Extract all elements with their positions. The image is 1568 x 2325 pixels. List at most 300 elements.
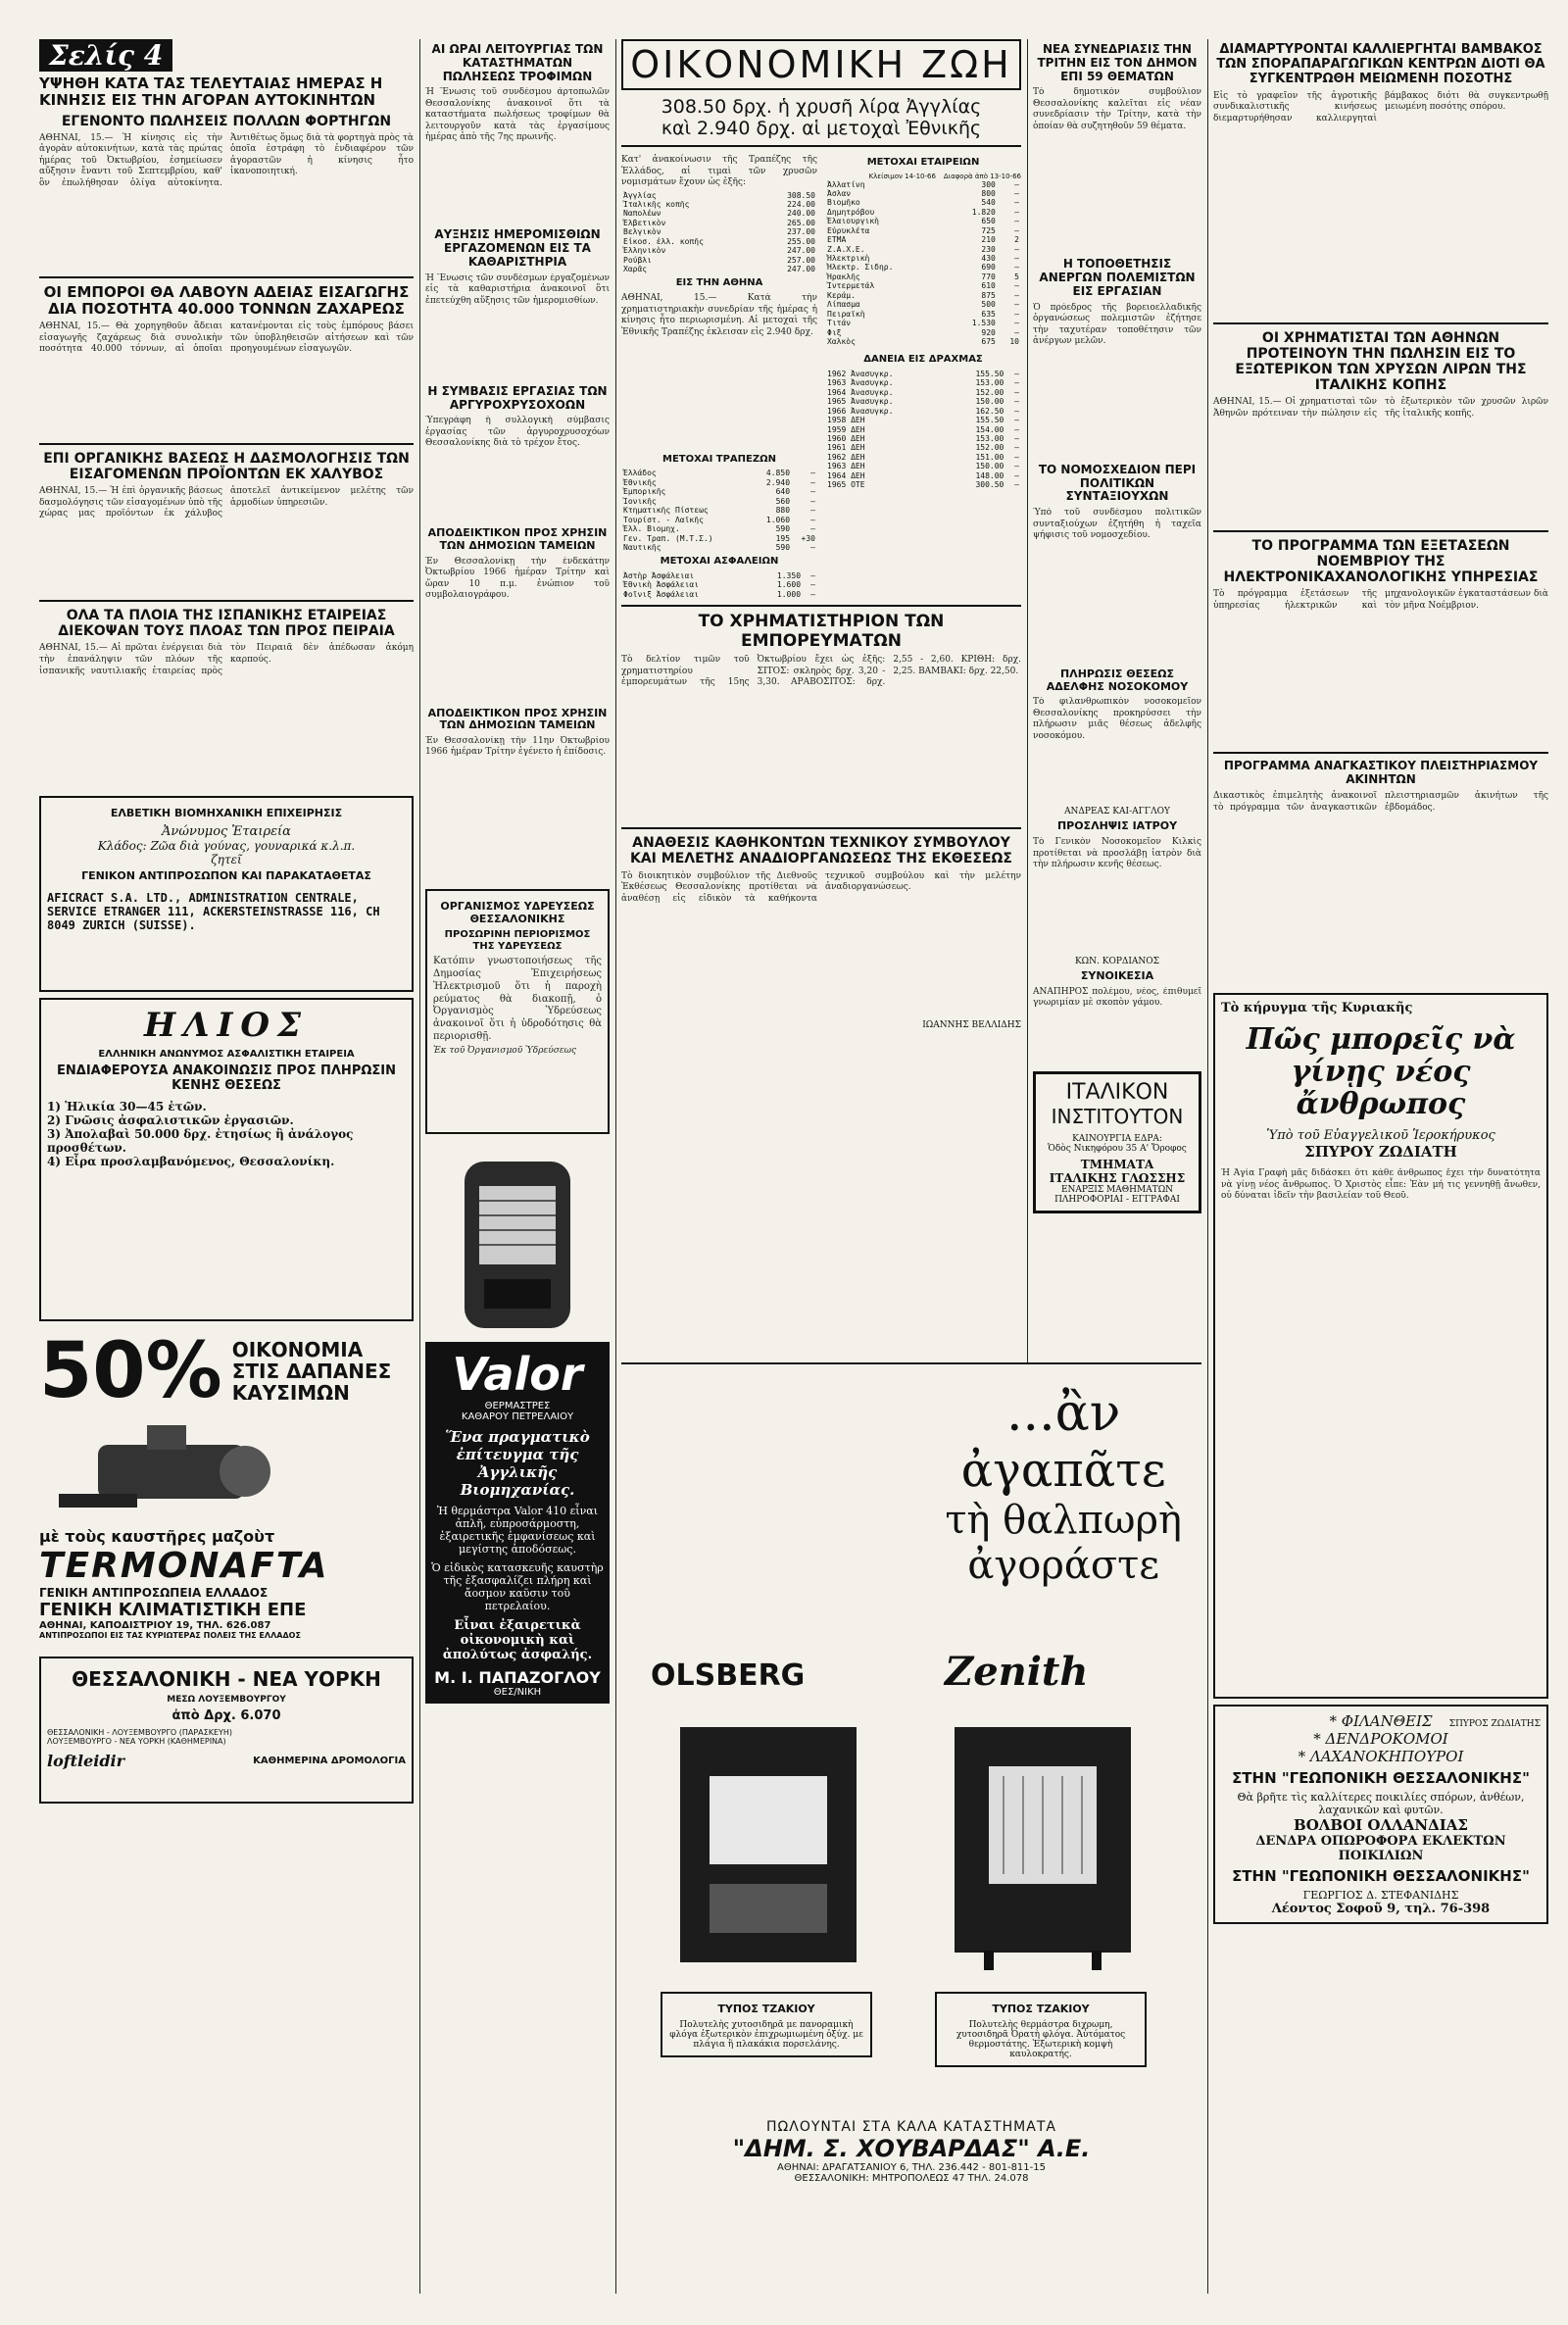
row-value: — xyxy=(810,524,815,534)
article-title: ΟΡΓΑΝΙΣΜΟΣ ΥΔΡΕΥΣΕΩΣ ΘΕΣΣΑΛΟΝΙΚΗΣ xyxy=(440,899,595,925)
row-value: 920 xyxy=(981,327,996,337)
table-row xyxy=(825,407,1021,416)
row-label: Κεράμ. xyxy=(827,290,856,300)
ad-dealer: "ΔΗΜ. Σ. ΧΟΥΒΑΡΔΑΣ" Α.Ε. xyxy=(732,2135,1091,2162)
article-title: ΠΡΟΓΡΑΜΜΑ ΑΝΑΓΚΑΣΤΙΚΟΥ ΠΛΕΙΣΤΗΡΙΑΣΜΟΥ ΑΚΙΝΗΤΩΝ xyxy=(1223,759,1539,787)
article-body: Κατόπιν γνωστοποιήσεως τῆς Δημοσίας Ἐπιχειρήσεως Ἠλεκτρισμοῦ ὅτι ἡ παροχὴ ρεύματος θὰ διακοπῇ, ὁ Ὀργανισμὸς Ὑδρεύσεως ἀνακοινοῖ ὅτι ἡ ὑδροδότησις θὰ περιορισθῇ. xyxy=(433,956,602,1042)
article-title: ΤΟ ΠΡΟΓΡΑΜΜΑ ΤΩΝ ΕΞΕΤΑΣΕΩΝ ΝΟΕΜΒΡΙΟΥ ΤΗΣ ΗΛΕΚΤΡΟΝΙΚΑΧΑΝΟΛΟΓΙΚΗΣ ΥΠΗΡΕΣΙΑΣ xyxy=(1223,538,1539,586)
insurance-stock-table xyxy=(621,571,817,599)
table-row xyxy=(825,310,1021,319)
ad-address: ΑΘΗΝΑΙ: ΔΡΑΓΑΤΣΑΝΙΟΥ 6, ΤΗΛ. 236.442 - 801-811-15 xyxy=(776,2162,1046,2173)
headline: 308.50 δρχ. ἡ χρυσῆ λίρα Ἀγγλίας xyxy=(661,96,982,118)
section-title: ΟΙΚΟΝΟΜΙΚΗ ΖΩΗ xyxy=(630,43,1012,86)
row-value: 635 xyxy=(981,309,996,319)
ad-address: AFICRACT S.A. LTD., ADMINISTRATION CENTRALE, SERVICE ETRANGER 111, ACKERSTEINSTRASSE 116, CH 8049 ZURICH (SUISSE). xyxy=(47,890,380,932)
row-value: 257.00 xyxy=(787,255,815,265)
water-notice xyxy=(425,889,610,1134)
row-label: Εἰκοσ. ἐλλ. κοπῆς xyxy=(623,236,704,246)
ad-claim: Ἕνα πραγματικὸ ἐπίτευγμα τῆς Ἀγγλικῆς Βιομηχανίας. xyxy=(445,1427,590,1499)
ad-valor-heater xyxy=(425,1142,610,1769)
row-value: 152.00 xyxy=(975,443,1004,453)
column-rule xyxy=(1207,39,1208,2294)
article-body: Δικαστικὸς ἐπιμελητὴς ἀνακοινοῖ τὸ πρόγραμμα τῶν ἀναγκαστικῶν πλειστηριασμῶν ἀκινήτων τῆς ἑβδομάδος. xyxy=(1213,791,1548,813)
table-row xyxy=(621,265,817,273)
article-body: Τὸ φιλανθρωπικὸν νοσοκομεῖον Θεσσαλονίκης προκηρύσσει τὴν πλήρωσιν μιᾶς θέσεως ἀδελφῆς νοσοκόμου. xyxy=(1033,697,1201,741)
row-value: 650 xyxy=(981,217,996,226)
article-body: Τὸ δελτίον τιμῶν τοῦ χρηματιστηρίου ἐμπορευμάτων τῆς 15ης Ὀκτωβρίου ἔχει ὡς ἑξῆς: ΣΙΤΟΣ: σκληρὸς δρχ. 3,20 - 3,30. ΑΡΑΒΟΣΙΤΟΣ: δρχ. 2,55 - 2,60. ΚΡΙΘΗ: δρχ. 2,25. ΒΑΜΒΑΚΙ: δρχ. 22,50. xyxy=(621,655,1021,688)
table-row xyxy=(825,378,1021,387)
table-row xyxy=(825,198,1021,207)
article-body: ΑΘΗΝΑΙ, 15.— Κατὰ τὴν χρηματιστηριακὴν συνεδρίαν τῆς ἡμέρας ἡ κίνησις ἦτο περιωρισμένη. Αἱ μετοχαὶ τῆς Ἐθνικῆς Τραπέζης ἐκλεισαν εἰς 2.940 δρχ. xyxy=(621,292,817,337)
row-label: Χαλκὸς xyxy=(827,336,856,346)
row-value: 150.00 xyxy=(975,397,1004,407)
row-value: — xyxy=(810,542,815,552)
ad-city: ΘΕΣ/ΝΙΚΗ xyxy=(493,1686,542,1698)
row-value: 2 xyxy=(1014,235,1019,245)
row-value: 148.00 xyxy=(975,470,1004,480)
ad-loftleidir xyxy=(39,1657,414,1804)
ad-address: ΑΘΗΝΑΙ, ΚΑΠΟΔΙΣΤΡΙΟΥ 19, ΤΗΛ. 626.087 xyxy=(39,1620,271,1632)
row-value: 1.530 xyxy=(971,319,996,328)
row-label: Εὐρυκλέτα xyxy=(827,225,870,235)
table-row xyxy=(825,443,1021,452)
row-value: 800 xyxy=(981,188,996,198)
article-title: Η ΣΥΜΒΑΣΙΣ ΕΡΓΑΣΙΑΣ ΤΩΝ ΑΡΓΥΡΟΧΡΥΣΟΧΟΩΝ xyxy=(427,383,608,412)
ad-line: Κλάδος: Ζῶα διὰ γούνας, γουναρικά κ.λ.π. xyxy=(97,839,356,854)
row-value: — xyxy=(1014,188,1019,198)
ad-line: ΠΛΗΡΟΦΟΡΙΑΙ - ΕΓΓΡΑΦΑΙ xyxy=(1054,1194,1180,1205)
ad-line: Εἶναι ἐξαιρετικὰ οἰκονομικὴ καὶ ἀπολύτως ἀσφαλής. xyxy=(442,1617,593,1662)
row-value: 1.820 xyxy=(971,207,996,217)
table-title: ΜΕΤΟΧΑΙ ΑΣΦΑΛΕΙΩΝ xyxy=(660,556,779,568)
ad-line: * ΔΕΝΔΡΟΚΟΜΟΙ xyxy=(1313,1730,1448,1749)
row-value: 195 xyxy=(775,533,791,543)
signature: ΚΩΝ. ΚΟΡΔΙΑΝΟΣ xyxy=(1074,957,1160,967)
requirement-item: 4) Εἶρα προσλαμβανόμενος, Θεσσαλονίκη. xyxy=(47,1154,335,1168)
row-label: 1960 ΔΕΗ xyxy=(827,433,865,443)
requirement-item: 1) Ἡλικία 30—45 ἐτῶν. xyxy=(47,1099,207,1113)
row-value: 151.00 xyxy=(975,452,1004,462)
article-body: Εἰς τὸ γραφεῖον τῆς ἀγροτικῆς συνδικαλιστικῆς κινήσεως διεμαρτυρήθησαν καλλιεργηταὶ βάμβακος διότι θὰ συγκεντρωθῇ μειωμένη ποσότης σπόρου. xyxy=(1213,90,1548,124)
article-title: ΟΙ ΧΡΗΜΑΤΙΣΤΑΙ ΤΩΝ ΑΘΗΝΩΝ ΠΡΟΤΕΙΝΟΥΝ ΤΗΝ ΠΩΛΗΣΙΝ ΕΙΣ ΤΟ ΕΞΩΤΕΡΙΚΟΝ ΤΩΝ ΧΡΥΣΩΝ ΛΙΡΩΝ ΤΗΣ ΙΤΑΛΙΚΗΣ ΚΟΠΗΣ xyxy=(1235,329,1527,394)
table-row xyxy=(825,226,1021,235)
row-label: Ναυτικῆς xyxy=(623,542,662,552)
table-row xyxy=(825,397,1021,406)
column-2 xyxy=(425,39,610,1769)
ad-line: * ΦΙΛΑΝΘΕΙΣ xyxy=(1329,1712,1433,1731)
row-value: 590 xyxy=(775,542,791,552)
divider xyxy=(1213,530,1548,532)
divider xyxy=(621,827,1021,829)
newspaper-page xyxy=(39,39,1548,2294)
column-header: Διαφορὰ ἀπὸ 13-10-66 xyxy=(943,172,1021,180)
table-row xyxy=(621,256,817,265)
article-title: ΤΟ ΝΟΜΟΣΧΕΔΙΟΝ ΠΕΡΙ ΠΟΛΙΤΙΚΩΝ ΣΥΝΤΑΞΙΟΥΧΩΝ xyxy=(1038,462,1197,504)
row-value: 247.00 xyxy=(787,246,815,256)
row-value: — xyxy=(1014,462,1019,471)
table-row xyxy=(621,497,817,506)
row-label: Φοῖνιξ Ἀσφάλειαι xyxy=(623,589,700,599)
row-value: 300 xyxy=(981,179,996,189)
sermon-body: Ἡ Ἁγία Γραφὴ μᾶς διδάσκει ὅτι κάθε ἄνθρωπος ἔχει τὴν δυνατότητα νὰ γίνῃ νέος ἄνθρωπος. Ὁ Χριστὸς εἶπε: Ἐὰν μή τις γεννηθῇ ἄνωθεν, οὐ δύναται ἰδεῖν τὴν βασιλείαν τοῦ Θεοῦ. xyxy=(1221,1168,1541,1202)
row-label: Δημητρόβου xyxy=(827,207,875,217)
olsberg-heater-illustration xyxy=(670,1717,866,1972)
ad-big-number: 50% xyxy=(39,1327,222,1416)
table-row xyxy=(825,319,1021,327)
product-box-olsberg xyxy=(661,1992,872,2057)
divider xyxy=(39,276,414,278)
ad-line: ΛΟΥΞΕΜΒΟΥΡΓΟ - ΝΕΑ ΥΟΡΚΗ (ΚΑΘΗΜΕΡΙΝΑ) xyxy=(47,1736,226,1746)
table-row xyxy=(621,534,817,543)
article-body: Ἡ Ἕνωσις τοῦ συνδέσμου ἀρτοπωλῶν Θεσσαλονίκης ἀνακοινοῖ ὅτι τὰ καταστήματα πωλήσεως τροφίμων θὰ λειτουργοῦν κατὰ τὰς ἐργασίμους ἡμέρας ἀπὸ τῆς 7ης πρωινῆς. xyxy=(425,87,610,143)
ad-line: Ἡ θερμάστρα Valor 410 εἶναι ἀπλῆ, εὐπροσάρμοστη, ἐξαιρετικῆς ἐμφανίσεως καὶ μεγίστης ἀποδόσεως. xyxy=(436,1504,599,1556)
row-label: Ρούβλι xyxy=(623,255,652,265)
ad-tagline: μὲ τοὺς καυστῆρες μαζοὺτ xyxy=(39,1527,275,1547)
ad-line: ΕΝΑΡΞΙΣ ΜΑΘΗΜΑΤΩΝ xyxy=(1060,1184,1174,1195)
row-label: ΕΤΜΑ xyxy=(827,235,847,245)
ad-line: ΓΕΝΙΚΗ ΚΛΙΜΑΤΙΣΤΙΚΗ ΕΠΕ xyxy=(39,1600,307,1621)
article-title: ΑΠΟΔΕΙΚΤΙΚΟΝ ΠΡΟΣ ΧΡΗΣΙΝ ΤΩΝ ΔΗΜΟΣΙΩΝ ΤΑΜΕΙΩΝ xyxy=(427,706,608,732)
table-row xyxy=(621,543,817,552)
article-title: ΤΟ ΧΡΗΜΑΤΙΣΤΗΡΙΟΝ ΤΩΝ ΕΜΠΟΡΕΥΜΑΤΩΝ xyxy=(698,612,945,651)
table-row xyxy=(621,227,817,236)
article-title: ΑΠΟΔΕΙΚΤΙΚΟΝ ΠΡΟΣ ΧΡΗΣΙΝ ΤΩΝ ΔΗΜΟΣΙΩΝ ΤΑΜΕΙΩΝ xyxy=(427,526,608,553)
row-value: 154.00 xyxy=(975,424,1004,434)
table-row xyxy=(621,571,817,580)
row-value: — xyxy=(810,469,815,478)
ad-italian-institute xyxy=(1033,1071,1201,1213)
row-value: — xyxy=(1014,217,1019,226)
column-4 xyxy=(1033,39,1201,1219)
ad-distributor: Μ. Ι. ΠΑΠΑΖΟΓΛΟΥ xyxy=(434,1667,601,1687)
table-title: ΜΕΤΟΧΑΙ ΕΤΑΙΡΕΙΩΝ xyxy=(866,157,980,168)
row-value: — xyxy=(1014,198,1019,208)
row-value: 725 xyxy=(981,225,996,235)
table-row xyxy=(825,328,1021,337)
table-row xyxy=(621,200,817,209)
row-label: 1965 Ἀνασυγκρ. xyxy=(827,397,894,407)
ad-address: ΘΕΣΣΑΛΟΝΙΚΗ: ΜΗΤΡΟΠΟΛΕΩΣ 47 ΤΗΛ. 24.078 xyxy=(794,2173,1029,2184)
ad-title: ΕΝΔΙΑΦΕΡΟΥΣΑ ΑΝΑΚΟΙΝΩΣΙΣ ΠΡΟΣ ΠΛΗΡΩΣΙΝ ΚΕΝΗΣ ΘΕΣΕΩΣ xyxy=(57,1063,396,1093)
bank-stock-table xyxy=(621,469,817,552)
gold-price-table xyxy=(621,191,817,274)
row-value: — xyxy=(1014,309,1019,319)
row-label: Ἰταλικῆς κοπῆς xyxy=(623,199,690,209)
article-body: ΑΘΗΝΑΙ, 15.— Ἡ κίνησις εἰς τὴν ἀγορὰν αὐτοκινήτων, κατὰ τὰς πρώτας ἡμέρας τοῦ Ὀκτωβρίου, ἐσημείωσεν αὔξησιν ἔναντι τοῦ Σεπτεμβρίου, καθ' ὃν ἐπωλήθησαν ὀλίγα αὐτοκίνητα. Ἀντιθέτως ὅμως διὰ τὰ φορτηγὰ πρὸς τὰ ὁποῖα ἐστράφη τὸ ἐνδιαφέρον τῶν ἀγοραστῶν ἡ κίνησις ἦτο ἱκανοποιητική. xyxy=(39,132,414,188)
row-value: 152.00 xyxy=(975,387,1004,397)
sermon-author: ΣΠΥΡΟΥ ΖΩΔΙΑΤΗ xyxy=(1304,1143,1457,1162)
row-label: Πειραϊκὴ xyxy=(827,309,865,319)
row-value: — xyxy=(1014,290,1019,300)
row-label: Ἐθνικὴ Ἀσφάλειαι xyxy=(623,580,700,590)
ad-line: ΚΑΙΝΟΥΡΓΙΑ ΕΔΡΑ: xyxy=(1072,1133,1162,1144)
article-title: ΥΨΗΘΗ ΚΑΤΑ ΤΑΣ ΤΕΛΕΥΤΑΙΑΣ ΗΜΕΡΑΣ Η ΚΙΝΗΣΙΣ ΕΙΣ ΤΗΝ ΑΓΟΡΑΝ ΑΥΤΟΚΙΝΗΤΩΝ xyxy=(39,74,383,110)
row-value: 162.50 xyxy=(975,406,1004,416)
row-label: Ἡρακλῆς xyxy=(827,272,860,281)
table-row xyxy=(621,219,817,227)
table-row xyxy=(825,480,1021,489)
row-value: — xyxy=(1014,369,1019,378)
table-row xyxy=(825,462,1021,470)
table-row xyxy=(825,245,1021,254)
row-value: 1.600 xyxy=(776,580,802,590)
burner-illustration xyxy=(39,1415,333,1523)
ad-line: Θὰ βρῆτε τὶς καλλίτερες ποικιλίες σπόρων, ἀνθέων, λαχανικῶν καὶ φυτῶν. xyxy=(1237,1791,1525,1817)
signature: ΑΝΔΡΕΑΣ ΚΑΙ-ΑΓΓΛΟΥ xyxy=(1064,807,1170,817)
row-label: 1964 Ἀνασυγκρ. xyxy=(827,387,894,397)
ad-brand: ΗΛΙΟΣ xyxy=(143,1006,310,1046)
table-title: ΔΑΝΕΙΑ ΕΙΣ ΔΡΑΧΜΑΣ xyxy=(863,354,983,366)
product-description: Πολυτελὴς χυτοσιδηρᾶ με πανοραμικὴ φλόγα ἐξωτερικὸν ἐπιχρωμιωμένη ὀξύχ. με πλάγια ἢ πλακάκια πορσελάνης. xyxy=(669,2019,863,2050)
row-value: — xyxy=(1014,480,1019,490)
row-value: 155.50 xyxy=(975,416,1004,425)
ad-line: ΔΕΝΔΡΑ ΟΠΩΡΟΦΟΡΑ ΕΚΛΕΚΤΩΝ ΠΟΙΚΙΛΙΩΝ xyxy=(1255,1834,1506,1864)
row-value: 265.00 xyxy=(787,218,815,227)
article-body: Τὸ Γενικὸν Νοσοκομεῖον Κιλκὶς προτίθεται νὰ προσλάβῃ ἰατρὸν διὰ τὴν πλήρωσιν κενῆς θέσεως. xyxy=(1033,837,1201,870)
sermon-title: Πῶς μπορεῖς νὰ γίνῃς νέος ἄνθρωπος xyxy=(1246,1022,1516,1122)
row-label: Βελγικὸν xyxy=(623,227,662,237)
article-subtitle: ΕΓΕΝΟΝΤΟ ΠΩΛΗΣΕΙΣ ΠΟΛΛΩΝ ΦΟΡΤΗΓΩΝ xyxy=(61,113,392,129)
article-body: ΑΘΗΝΑΙ, 15.— Θὰ χορηγηθοῦν ἄδειαι εἰσαγωγῆς ζαχάρεως διὰ συνολικὴν ποσότητα 40.000 τόννων, αἱ ὁποῖαι κατανέμονται εἰς τοὺς ἐμπόρους βάσει τῶν ὑποβληθεισῶν αἰτήσεων καὶ τῶν προηγουμένων εἰσαγωγῶν. xyxy=(39,322,414,355)
table-row xyxy=(621,524,817,533)
ad-helios-insurance xyxy=(39,998,414,1321)
zenith-heater-illustration xyxy=(945,1717,1141,1972)
page-number-badge: Σελίς 4 xyxy=(39,39,172,72)
ad-line: * ΛΑΧΑΝΟΚΗΠΟΥΡΟΙ xyxy=(1298,1748,1464,1766)
row-value: — xyxy=(810,487,815,497)
table-row xyxy=(621,191,817,200)
divider xyxy=(39,600,414,602)
row-value: — xyxy=(810,580,815,590)
ad-line: ΓΕΝΙΚΟΝ ΑΝΤΙΠΡΟΣΩΠΟΝ ΚΑΙ ΠΑΡΑΚΑΤΑΘΕΤΑΣ xyxy=(81,869,371,883)
row-value: 1.350 xyxy=(776,570,802,580)
row-value: — xyxy=(1014,254,1019,263)
row-label: Ἀγγλίας xyxy=(623,190,657,200)
table-title: ΜΕΤΟΧΑΙ ΤΡΑΠΕΖΩΝ xyxy=(662,453,776,465)
table-row xyxy=(825,263,1021,272)
row-label: Φιξ xyxy=(827,327,842,337)
row-label: Βιομῆκο xyxy=(827,198,860,208)
row-label: 1961 ΔΕΗ xyxy=(827,443,865,453)
product-title: ΤΥΠΟΣ ΤΖΑΚΙΟΥ xyxy=(717,2003,815,2015)
column-rule xyxy=(615,39,616,2294)
article-body: Ὑπεγράφη ἡ συλλογικὴ σύμβασις ἐργασίας τῶν ἀργυροχρυσοχόων Θεσσαλονίκης διὰ τὸ τρέχον ἔτος. xyxy=(425,416,610,449)
row-label: Γεν. Τραπ. (Μ.Τ.Σ.) xyxy=(623,533,713,543)
row-value: — xyxy=(1014,179,1019,189)
ad-brand-zenith: Zenith xyxy=(945,1649,1089,1695)
row-value: — xyxy=(1014,319,1019,328)
table-row xyxy=(621,469,817,477)
row-label: Ἑλληνικὸν xyxy=(623,246,666,256)
ad-swiss-company xyxy=(39,796,414,992)
article-body: ΑΝΑΠΗΡΟΣ πολέμου, νέος, ἐπιθυμεῖ γνωριμίαν μὲ σκοπὸν γάμου. xyxy=(1033,986,1201,1009)
row-value: 430 xyxy=(981,254,996,263)
table-row xyxy=(825,434,1021,443)
column-rule xyxy=(419,39,420,2294)
product-title: ΤΥΠΟΣ ΤΖΑΚΙΟΥ xyxy=(992,2003,1090,2015)
section-label: Τὸ κήρυγμα τῆς Κυριακῆς xyxy=(1221,1001,1413,1016)
row-label: 1965 ΟΤΕ xyxy=(827,480,865,490)
row-value: — xyxy=(810,515,815,524)
table-row xyxy=(621,516,817,524)
row-value: — xyxy=(810,589,815,599)
row-value: 10 xyxy=(1009,336,1019,346)
ad-line: ζητεῖ xyxy=(211,853,242,867)
article-title: ΑΥΞΗΣΙΣ ΗΜΕΡΟΜΙΣΘΙΩΝ ΕΡΓΑΖΟΜΕΝΩΝ ΕΙΣ ΤΑ ΚΑΘΑΡΙΣΤΗΡΙΑ xyxy=(434,227,601,269)
row-label: Ἐθνικῆς xyxy=(623,477,657,487)
row-value: — xyxy=(810,570,815,580)
table-row xyxy=(825,300,1021,309)
row-label: Ἐμπορικῆς xyxy=(623,487,666,497)
article-title: ΣΥΝΟΙΚΕΣΙΑ xyxy=(1080,969,1154,983)
column-rule xyxy=(1027,39,1028,1362)
row-value: — xyxy=(1014,281,1019,291)
row-label: Ζ.Α.Χ.Ε. xyxy=(827,244,865,254)
row-value: — xyxy=(1014,397,1019,407)
table-row xyxy=(825,471,1021,480)
row-value: — xyxy=(810,496,815,506)
divider xyxy=(621,145,1021,147)
row-label: Ναπολέων xyxy=(623,209,662,219)
row-value: — xyxy=(1014,244,1019,254)
ad-olsberg-zenith xyxy=(621,1362,1201,2227)
row-value: 540 xyxy=(981,198,996,208)
row-value: — xyxy=(1014,416,1019,425)
ad-line: ΘΕΣΣΑΛΟΝΙΚΗ - ΛΟΥΞΕΜΒΟΥΡΓΟ (ΠΑΡΑΣΚΕΥΗ) xyxy=(47,1727,233,1737)
row-value: 590 xyxy=(775,524,791,534)
row-value: 5 xyxy=(1014,272,1019,281)
row-value: 230 xyxy=(981,244,996,254)
row-value: 255.00 xyxy=(787,236,815,246)
row-label: Κτηματικῆς Πίστεως xyxy=(623,506,709,516)
table-row xyxy=(825,272,1021,281)
article-body: Τὸ πρόγραμμα ἐξετάσεων τῆς ὑπηρεσίας ἠλεκτρικῶν καὶ μηχανολογικῶν ἐγκαταστάσεων διὰ τὸν μῆνα Νοέμβριον. xyxy=(1213,589,1548,611)
article-title: ΠΛΗΡΩΣΙΣ ΘΕΣΕΩΣ ΑΔΕΛΦΗΣ ΝΟΣΟΚΟΜΟΥ xyxy=(1046,668,1189,693)
divider xyxy=(621,605,1021,607)
row-value: — xyxy=(1014,300,1019,310)
headline: καὶ 2.940 δρχ. αἱ μετοχαὶ Ἐθνικῆς xyxy=(661,118,982,139)
article-subtitle: ΠΡΟΣΩΡΙΝΗ ΠΕΡΙΟΡΙΣΜΟΣ ΤΗΣ ΥΔΡΕΥΣΕΩΣ xyxy=(444,929,591,952)
row-value: 2.940 xyxy=(765,477,791,487)
product-description: Πολυτελὴς θερμάστρα διχρωμη, χυτοσιδηρᾶ Ὀρατὴ φλόγα. Ἀὐτόματος θερμοστάτης. Ἐξωτερικὴ κομψὴ καυλοκρατής. xyxy=(956,2019,1126,2059)
ad-line: ΓΕΩΡΓΙΟΣ Δ. ΣΤΕΦΑΝΙΔΗΣ xyxy=(1302,1889,1459,1903)
ad-line: ΠΩΛΟΥΝΤΑΙ ΣΤΑ ΚΑΛΑ ΚΑΤΑΣΤΗΜΑΤΑ xyxy=(766,2119,1056,2135)
article-title: ΟΙ ΕΜΠΟΡΟΙ ΘΑ ΛΑΒΟΥΝ ΑΔΕΙΑΣ ΕΙΣΑΓΩΓΗΣ ΔΙΑ ΠΟΣΟΤΗΤΑ 40.000 ΤΟΝΝΩΝ ΖΑΧΑΡΕΩΣ xyxy=(43,282,410,318)
row-value: 153.00 xyxy=(975,378,1004,388)
ad-line: Ὁ εἰδικὸς κατασκευῆς καυστὴρ τῆς ἐξασφαλίζει πλήρη καὶ ἄοσμον καῦσιν τοῦ πετρελαίου. xyxy=(431,1560,604,1612)
requirement-item: 2) Γνῶσις ἀσφαλιστικῶν ἐργασιῶν. xyxy=(47,1113,294,1127)
row-value: 4.850 xyxy=(765,469,791,478)
row-value: 1.060 xyxy=(765,515,791,524)
row-value: 247.00 xyxy=(787,265,815,274)
signature: Ἐκ τοῦ Ὀργανισμοῦ Ὑδρεύσεως xyxy=(433,1045,577,1056)
row-value: 240.00 xyxy=(787,209,815,219)
ad-title: ΙΝΣΤΙΤΟΥΤΟΝ xyxy=(1051,1104,1184,1128)
row-label: Χαρᾶς xyxy=(623,265,648,274)
row-value: 210 xyxy=(981,235,996,245)
row-value: 1.000 xyxy=(776,589,802,599)
table-row xyxy=(621,506,817,515)
ad-requirements xyxy=(47,1100,406,1168)
row-label: 1959 ΔΕΗ xyxy=(827,424,865,434)
row-value: 300.50 xyxy=(975,480,1004,490)
article-body: ΑΘΗΝΑΙ, 15.— Αἱ πρῶται ἐνέργειαι διὰ τὴν ἐπανάληψιν τῶν πλόων τῆς ἰσπανικῆς ναυτιλιακῆς ἑταιρείας πρὸς τὸν Πειραιᾶ δὲν ἀπέδωσαν ἀκόμη καρπούς. xyxy=(39,643,414,676)
gold-intro: Κατ' ἀνακοίνωσιν τῆς Τραπέζης τῆς Ἑλλάδος, αἱ τιμαὶ τῶν χρυσῶν νομισμάτων ἔχουν ὡς ἑξῆς: xyxy=(621,155,817,188)
table-row xyxy=(825,208,1021,217)
row-value: — xyxy=(1014,470,1019,480)
row-value: — xyxy=(810,477,815,487)
row-value: 237.00 xyxy=(787,227,815,237)
ad-subtitle: ΕΛΛΗΝΙΚΗ ΑΝΩΝΥΜΟΣ ΑΣΦΑΛΙΣΤΙΚΗ ΕΤΑΙΡΕΙΑ xyxy=(98,1049,355,1061)
row-label: 1964 ΔΕΗ xyxy=(827,470,865,480)
article-body: Ἐν Θεσσαλονίκῃ τὴν ἐνδεκάτην Ὀκτωβρίου 1966 ἡμέραν Τρίτην καὶ ὥραν 10 π.μ. ἐνώπιον τοῦ συμβολαιογράφου. xyxy=(425,556,610,601)
ad-line: Λέοντος Σοφοῦ 9, τηλ. 76-398 xyxy=(1271,1902,1491,1917)
column-5 xyxy=(1213,39,1548,1930)
ad-line: ΚΑΘΑΡΟΥ ΠΕΤΡΕΛΑΙΟΥ xyxy=(461,1410,574,1422)
row-value: 155.50 xyxy=(975,369,1004,378)
article-body: ΑΘΗΝΑΙ, 15.— Οἱ χρηματισταὶ τῶν Ἀθηνῶν πρότειναν τὴν πώλησιν εἰς τὸ ἐξωτερικὸν τῶν χρυσῶν λιρῶν τῆς ἰταλικῆς κοπῆς. xyxy=(1213,397,1548,419)
row-label: Ἐλαιουργικὴ xyxy=(827,217,879,226)
column-header: Κλείσιμον 14-10-66 xyxy=(868,172,936,180)
signature: ΣΠΥΡΟΣ ΖΩΔΙΑΤΗΣ xyxy=(1448,1719,1541,1730)
ad-price: ἀπὸ Δρχ. 6.070 xyxy=(172,1707,281,1723)
column-1 xyxy=(39,39,414,1809)
row-value: — xyxy=(1014,327,1019,337)
ad-geoponiki xyxy=(1213,1705,1548,1924)
row-value: 880 xyxy=(775,506,791,516)
row-value: +30 xyxy=(801,533,815,543)
ad-brand: Valor xyxy=(452,1347,583,1401)
ad-line: ΓΕΝΙΚΗ ΑΝΤΙΠΡΟΣΩΠΕΙΑ ΕΛΛΑΔΟΣ xyxy=(39,1586,269,1601)
table-row xyxy=(825,254,1021,263)
ad-title: ΕΛΒΕΤΙΚΗ ΒΙΟΜΗΧΑΝΙΚΗ ΕΠΙΧΕΙΡΗΣΙΣ xyxy=(110,807,343,820)
row-value: — xyxy=(1014,207,1019,217)
table-row xyxy=(621,580,817,589)
row-label: Ἰντερμετάλ xyxy=(827,281,875,291)
table-row xyxy=(825,281,1021,290)
row-label: 1963 ΔΕΗ xyxy=(827,462,865,471)
divider xyxy=(39,443,414,445)
article-title: ΝΕΑ ΣΥΝΕΔΡΙΑΣΙΣ ΤΗΝ ΤΡΙΤΗΝ ΕΙΣ ΤΟΝ ΔΗΜΟΝ ΕΠΙ 59 ΘΕΜΑΤΩΝ xyxy=(1037,42,1198,83)
row-value: 153.00 xyxy=(975,433,1004,443)
article-body: ΑΘΗΝΑΙ, 15.— Ἡ ἐπὶ ὀργανικῆς βάσεως δασμολόγησις τῶν εἰσαγομένων ὑπὸ τῆς χώρας μας προϊόντων ἐκ χάλυβος ἀποτελεῖ ἀντικείμενον μελέτης τῶν ἁρμοδίων ὑπηρεσιῶν. xyxy=(39,486,414,519)
table-row xyxy=(621,590,817,599)
column-3 xyxy=(621,39,1021,1030)
sermon-author-line: Ὑπὸ τοῦ Εὐαγγελικοῦ Ἱεροκήρυκος xyxy=(1266,1128,1495,1144)
row-value: 610 xyxy=(981,281,996,291)
article-title: Η ΤΟΠΟΘΕΤΗΣΙΣ ΑΝΕΡΓΩΝ ΠΟΛΕΜΙΣΤΩΝ ΕΙΣ ΕΡΓΑΣΙΑΝ xyxy=(1039,257,1196,298)
ad-line: ΟΙΚΟΝΟΜΙΑ xyxy=(231,1338,364,1362)
row-value: 640 xyxy=(775,487,791,497)
article-title: ΕΠΙ ΟΡΓΑΝΙΚΗΣ ΒΑΣΕΩΣ Η ΔΑΣΜΟΛΟΓΗΣΙΣ ΤΩΝ ΕΙΣΑΓΟΜΕΝΩΝ ΠΡΟΪΟΝΤΩΝ ΕΚ ΧΑΛΥΒΟΣ xyxy=(43,451,410,483)
ad-line: ΘΕΡΜΑΣΤΡΕΣ xyxy=(484,1400,551,1411)
table-row xyxy=(621,237,817,246)
row-value: 875 xyxy=(981,290,996,300)
row-label: Ἐλλάδος xyxy=(623,469,657,478)
table-row xyxy=(825,217,1021,225)
row-label: 1958 ΔΕΗ xyxy=(827,416,865,425)
ad-line: ἀγοράστε xyxy=(967,1543,1160,1588)
divider xyxy=(1213,752,1548,754)
row-value: — xyxy=(1014,378,1019,388)
row-value: 770 xyxy=(981,272,996,281)
divider xyxy=(1213,322,1548,324)
ad-line: τὴ θαλπωρὴ xyxy=(945,1498,1182,1543)
row-label: Ἐλλ. Βιομηχ. xyxy=(623,524,680,534)
row-value: 150.00 xyxy=(975,462,1004,471)
row-label: Ἰονικῆς xyxy=(623,496,657,506)
row-label: Ἠλεκτρ. Σιδηρ. xyxy=(827,263,894,272)
